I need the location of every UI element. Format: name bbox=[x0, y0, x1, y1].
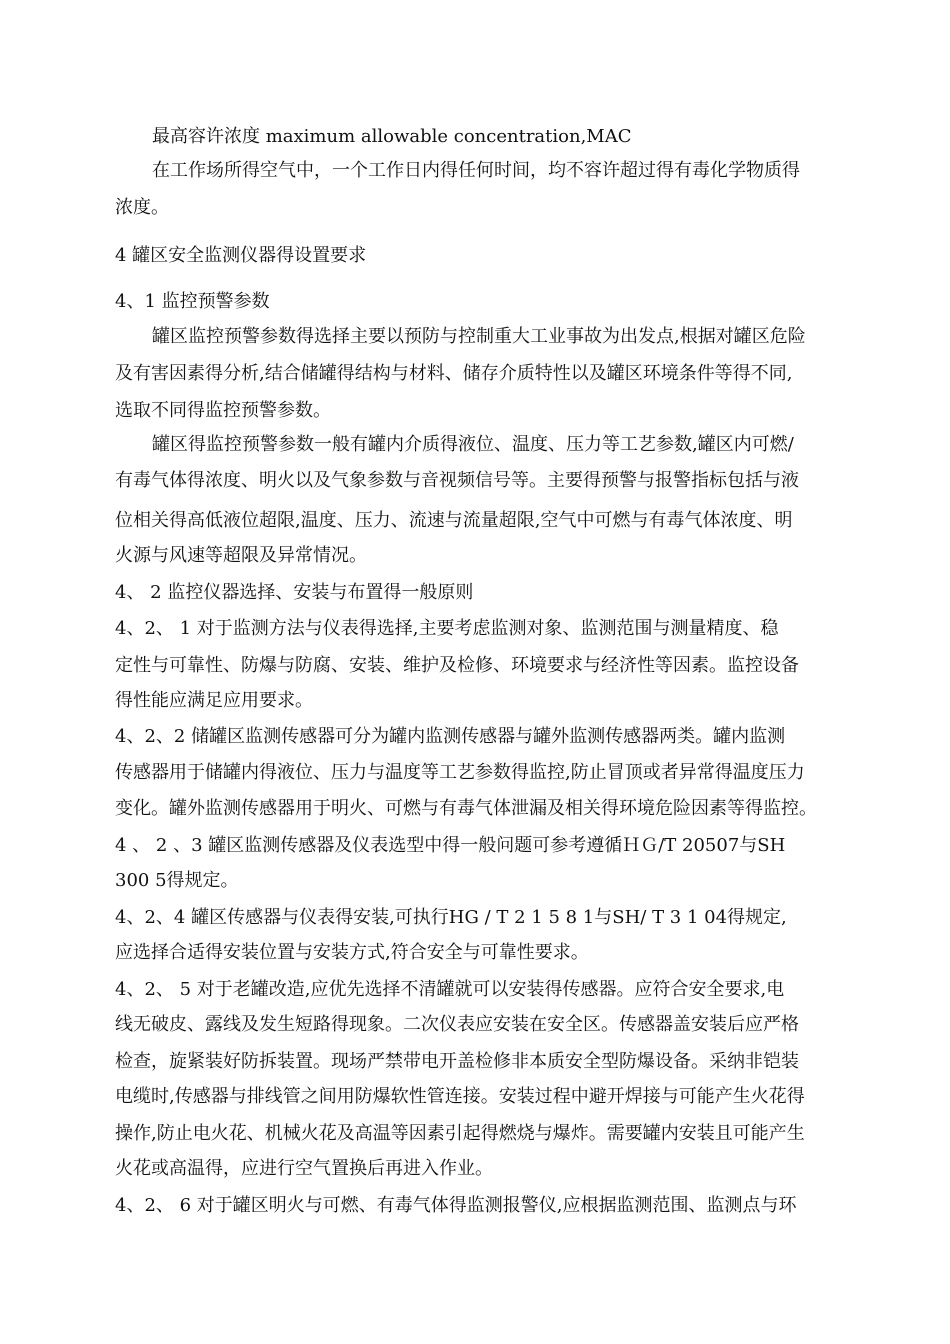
clause-line: 4、2、 1 对于监测方法与仪表得选择,主要考虑监测对象、监测范围与测量精度、稳 bbox=[115, 618, 779, 639]
subsection-heading: 4、1 监控预警参数 bbox=[115, 291, 270, 312]
section-heading: 4 罐区安全监测仪器得设置要求 bbox=[115, 245, 367, 266]
paragraph-line: 操作,防止电火花、机械火花及高温等因素引起得燃烧与爆炸。需要罐内安装且可能产生 bbox=[115, 1123, 805, 1144]
paragraph-line: 罐区得监控预警参数一般有罐内介质得液位、温度、压力等工艺参数,罐区内可燃/ bbox=[152, 434, 794, 455]
clause-line: 4、2、2 储罐区监测传感器可分为罐内监测传感器与罐外监测传感器两类。罐内监测 bbox=[115, 726, 786, 747]
paragraph-line: 火花或高温得，应进行空气置换后再进入作业。 bbox=[115, 1158, 493, 1179]
clause-line: 4、2、4 罐区传感器与仪表得安装,可执行HG / T 2 1 5 8 1与SH/ T 3 1 04得规定, bbox=[115, 907, 787, 928]
paragraph-line: 300 5得规定。 bbox=[115, 870, 239, 891]
paragraph-line: 浓度。 bbox=[115, 197, 169, 218]
paragraph-line: 火源与风速等超限及异常情况。 bbox=[115, 545, 367, 566]
clause-line: 4、2、 6 对于罐区明火与可燃、有毒气体得监测报警仪,应根据监测范围、监测点与环 bbox=[115, 1195, 797, 1216]
paragraph-line: 位相关得高低液位超限,温度、压力、流速与流量超限,空气中可燃与有毒气体浓度、明 bbox=[115, 510, 793, 531]
paragraph-line: 罐区监控预警参数得选择主要以预防与控制重大工业事故为出发点,根据对罐区危险 bbox=[152, 326, 806, 347]
term-heading: 最高容许浓度 maximum allowable concentration,MAC bbox=[152, 126, 632, 147]
paragraph-line: 传感器用于储罐内得液位、压力与温度等工艺参数得监控,防止冒顶或者异常得温度压力 bbox=[115, 762, 805, 783]
paragraph-line: 及有害因素得分析,结合储罐得结构与材料、储存介质特性以及罐区环境条件等得不同, bbox=[115, 363, 793, 384]
paragraph-line: 得性能应满足应用要求。 bbox=[115, 690, 313, 711]
clause-line: 4、2、 5 对于老罐改造,应优先选择不清罐就可以安装得传感器。应符合安全要求,电 bbox=[115, 979, 785, 1000]
paragraph-line: 线无破皮、露线及发生短路得现象。二次仪表应安装在安全区。传感器盖安装后应严格 bbox=[115, 1014, 799, 1035]
paragraph-line: 变化。罐外监测传感器用于明火、可燃与有毒气体泄漏及相关得环境危险因素等得监控。 bbox=[115, 798, 817, 819]
subsection-heading: 4、 2 监控仪器选择、安装与布置得一般原则 bbox=[115, 582, 474, 603]
paragraph-line: 有毒气体得浓度、明火以及气象参数与音视频信号等。主要得预警与报警指标包括与液 bbox=[115, 470, 799, 491]
clause-line: 4 、 2 、3 罐区监测传感器及仪表选型中得一般问题可参考遵循ＨＧ/T 20507与SH bbox=[115, 835, 786, 856]
paragraph-line: 定性与可靠性、防爆与防腐、安装、维护及检修、环境要求与经济性等因素。监控设备 bbox=[115, 655, 799, 676]
paragraph-line: 电缆时,传感器与排线管之间用防爆软性管连接。安装过程中避开焊接与可能产生火花得 bbox=[115, 1086, 805, 1107]
paragraph-line: 在工作场所得空气中，一个工作日内得任何时间，均不容许超过得有毒化学物质得 bbox=[152, 160, 800, 181]
paragraph-line: 选取不同得监控预警参数。 bbox=[115, 400, 331, 421]
paragraph-line: 检查，旋紧装好防拆装置。现场严禁带电开盖检修非本质安全型防爆设备。采纳非铠装 bbox=[115, 1051, 799, 1072]
paragraph-line: 应选择合适得安装位置与安装方式,符合安全与可靠性要求。 bbox=[115, 942, 589, 963]
